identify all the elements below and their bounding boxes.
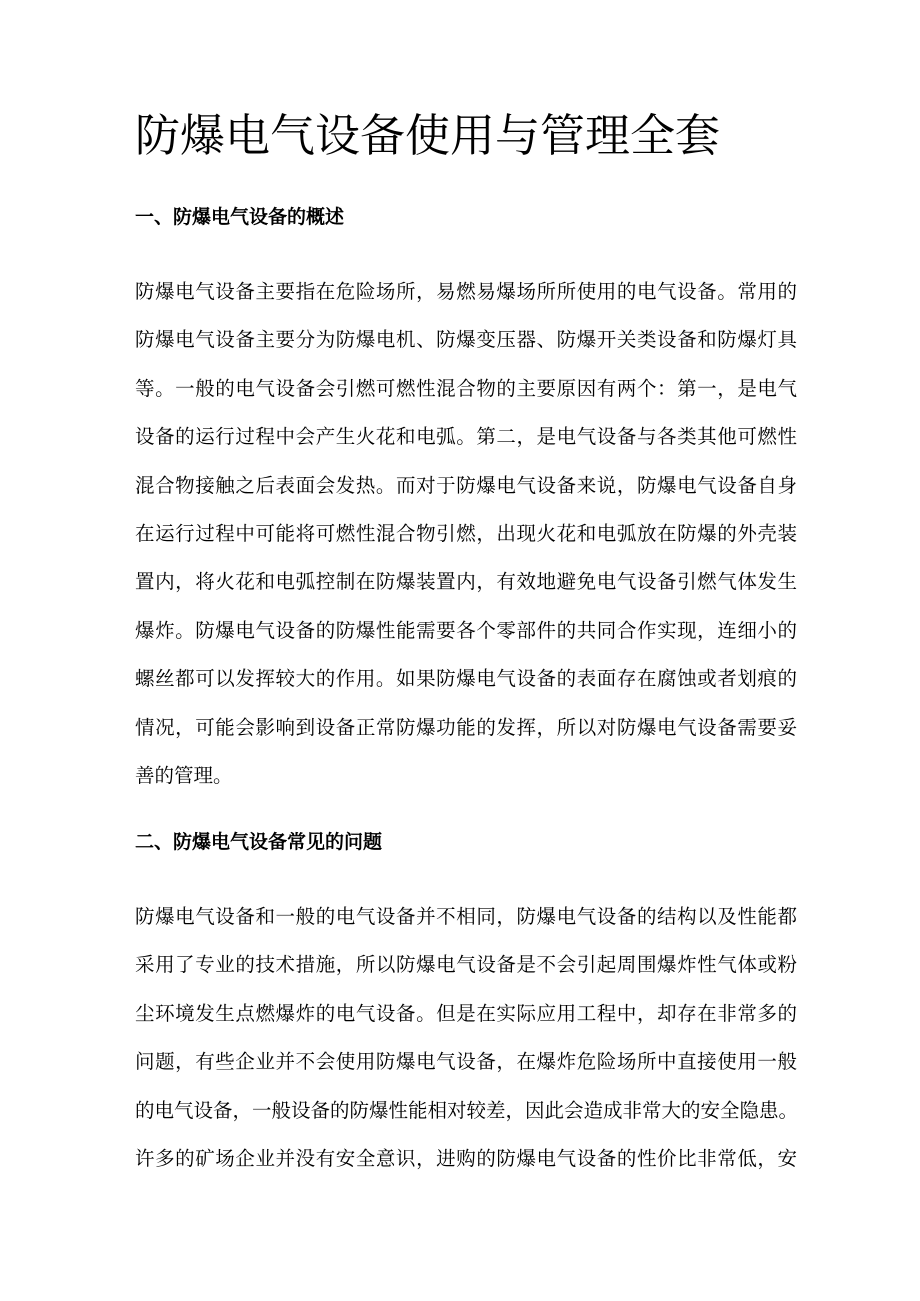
paragraph-line: 尘环境发生点燃爆炸的电气设备。但是在实际应用工程中，却存在非常多的 bbox=[135, 1001, 797, 1025]
section-body-common-problems bbox=[135, 893, 797, 1183]
section-heading-common-problems: 二、防爆电气设备常见的问题 bbox=[135, 831, 383, 853]
paragraph-line: 防爆电气设备主要分为防爆电机、防爆变压器、防爆开关类设备和防爆灯具 bbox=[135, 328, 797, 352]
paragraph-line: 采用了专业的技术措施，所以防爆电气设备是不会引起周围爆炸性气体或粉 bbox=[135, 953, 797, 977]
document-title: 防爆电气设备使用与管理全套 bbox=[135, 109, 721, 162]
paragraph-line: 爆炸。防爆电气设备的防爆性能需要各个零部件的共同合作实现，连细小的 bbox=[135, 618, 797, 642]
section-body-overview bbox=[135, 268, 797, 800]
paragraph-line: 螺丝都可以发挥较大的作用。如果防爆电气设备的表面存在腐蚀或者划痕的 bbox=[135, 667, 797, 691]
paragraph-line: 许多的矿场企业并没有安全意识，进购的防爆电气设备的性价比非常低，安 bbox=[135, 1146, 797, 1170]
paragraph-line: 防爆电气设备主要指在危险场所，易燃易爆场所所使用的电气设备。常用的 bbox=[135, 280, 797, 303]
paragraph-line: 在运行过程中可能将可燃性混合物引燃，出现火花和电弧放在防爆的外壳装 bbox=[135, 521, 797, 545]
section-heading-overview: 一、防爆电气设备的概述 bbox=[135, 206, 345, 228]
paragraph-line: 混合物接触之后表面会发热。而对于防爆电气设备来说，防爆电气设备自身 bbox=[135, 473, 797, 497]
paragraph-line: 等。一般的电气设备会引燃可燃性混合物的主要原因有两个：第一，是电气 bbox=[135, 376, 797, 400]
paragraph-line: 置内，将火花和电弧控制在防爆装置内，有效地避免电气设备引燃气体发生 bbox=[135, 570, 797, 594]
paragraph-line: 问题，有些企业并不会使用防爆电气设备，在爆炸危险场所中直接使用一般 bbox=[135, 1050, 797, 1074]
paragraph-line: 防爆电气设备和一般的电气设备并不相同，防爆电气设备的结构以及性能都 bbox=[135, 905, 797, 928]
paragraph-line: 的电气设备，一般设备的防爆性能相对较差，因此会造成非常大的安全隐患。 bbox=[135, 1098, 799, 1122]
paragraph-line: 善的管理。 bbox=[135, 763, 233, 787]
paragraph-line: 设备的运行过程中会产生火花和电弧。第二，是电气设备与各类其他可燃性 bbox=[135, 425, 797, 449]
paragraph-line: 情况，可能会影响到设备正常防爆功能的发挥，所以对防爆电气设备需要妥 bbox=[135, 715, 797, 739]
